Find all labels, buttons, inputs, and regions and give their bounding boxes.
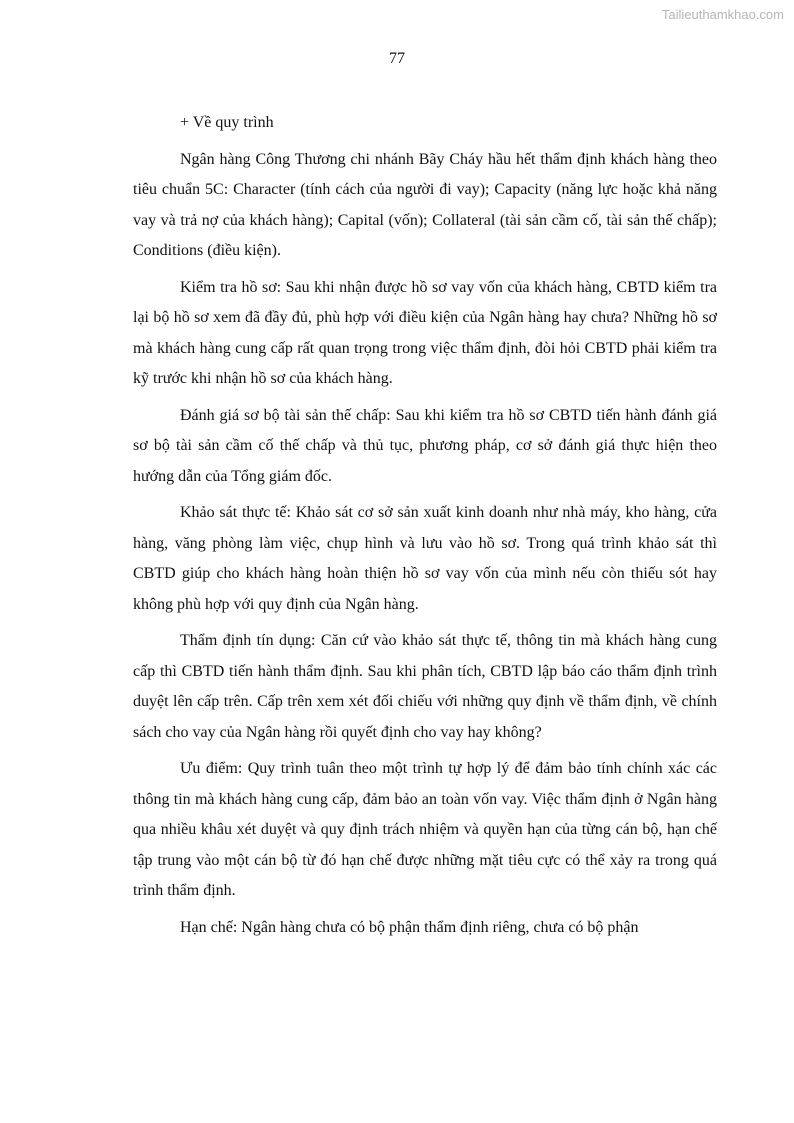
paragraph-collateral-assessment: Đánh giá sơ bộ tài sản thế chấp: Sau khi kiểm tra hồ sơ CBTD tiến hành đánh giá sơ bộ tài sản cầm cố thế chấp và thủ tục, phương pháp, cơ sở đánh giá thực hiện theo hướng dẫn của Tổng giám đốc. [133, 406, 717, 485]
paragraph-advantages: Ưu điểm: Quy trình tuân theo một trình tự hợp lý để đảm bảo tính chính xác các thông tin mà khách hàng cung cấp, đảm bảo an toàn vốn vay. Việc thẩm định ở Ngân hàng qua nhiều khâu xét duyệt và quy định trách nhiệm và quyền hạn của từng cán bộ, hạn chế tập trung vào một cán bộ từ đó hạn chế được những mặt tiêu cực có thể xảy ra trong quá trình thẩm định. [133, 760, 717, 899]
paragraph-5c-criteria: Ngân hàng Công Thương chi nhánh Bãy Cháy hầu hết thẩm định khách hàng theo tiêu chuẩn 5C: Character (tính cách của người đi vay); Capacity (năng lực hoặc khả năng vay và trả nợ của khách hàng); Capital (vốn); Collateral (tài sản cầm cố, tài sản thế chấp); Conditions (điều kiện). [133, 150, 717, 259]
paragraph-credit-appraisal: Thẩm định tín dụng: Căn cứ vào khảo sát thực tế, thông tin mà khách hàng cung cấp thì CBTD tiến hành thẩm định. Sau khi phân tích, CBTD lập báo cáo thẩm định trình duyệt lên cấp trên. Cấp trên xem xét đối chiếu với những quy định về thẩm định, về chính sách cho vay của Ngân hàng rồi quyết định cho vay hay không? [133, 632, 717, 741]
page-number: 77 [389, 50, 405, 67]
watermark: Tailieuthamkhao.com [661, 7, 784, 22]
paragraph-check-documents: Kiểm tra hồ sơ: Sau khi nhận được hồ sơ vay vốn của khách hàng, CBTD kiểm tra lại bộ hồ sơ xem đã đầy đủ, phù hợp với điều kiện của Ngân hàng hay chưa? Những hồ sơ mà khách hàng cung cấp rất quan trọng trong việc thẩm định, đòi hỏi CBTD phải kiểm tra kỹ trước khi nhận hồ sơ của khách hàng. [133, 278, 717, 387]
paragraph-field-survey: Khảo sát thực tế: Khảo sát cơ sở sản xuất kinh doanh như nhà máy, kho hàng, cửa hàng, văng phòng làm việc, chụp hình và lưu vào hồ sơ. Trong quá trình khảo sát thì CBTD giúp cho khách hàng hoàn thiện hồ sơ vay vốn của mình nếu còn thiếu sót hay không phù hợp với quy định của Ngân hàng. [133, 504, 717, 613]
section-heading: + Về quy trình [180, 114, 274, 131]
document-body [133, 108, 717, 949]
paragraph-limitations: Hạn chế: Ngân hàng chưa có bộ phận thẩm định riêng, chưa có bộ phận [180, 918, 639, 936]
